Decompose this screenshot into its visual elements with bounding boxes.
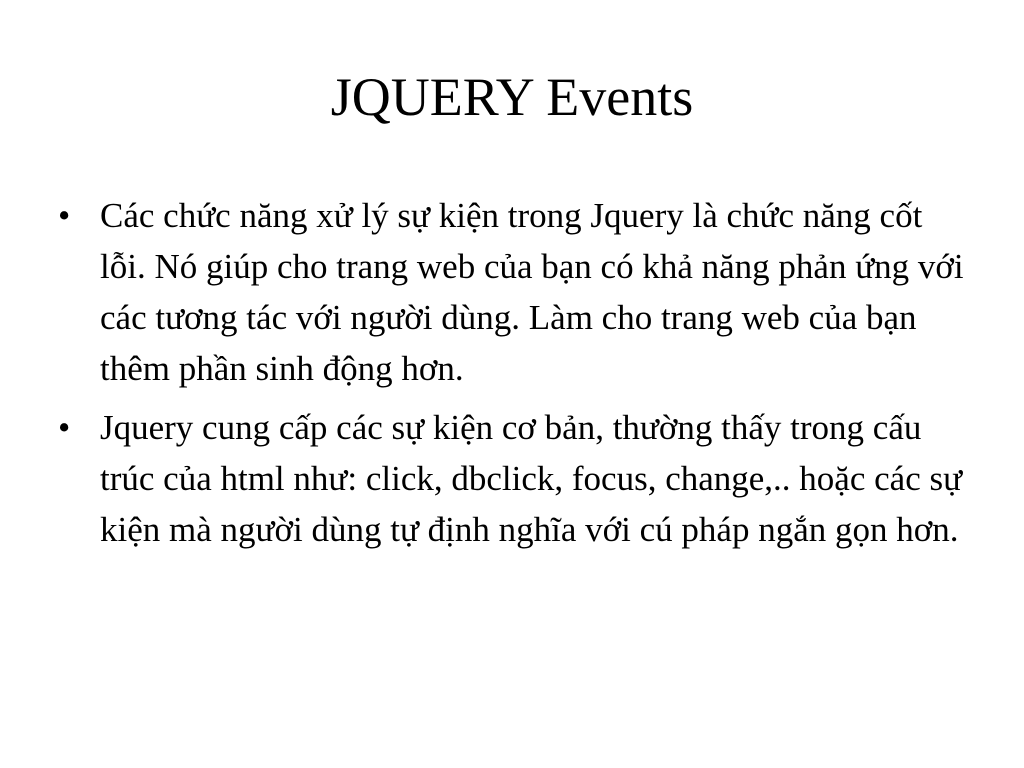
bullet-list [56, 190, 966, 563]
bullet-text: Các chức năng xử lý sự kiện trong Jquery là chức năng cốt lỗi. Nó giúp cho trang web của bạn có khả năng phản ứng với các tương tác với người dùng. Làm cho trang web của bạn thêm phần sinh động hơn. [100, 196, 964, 388]
bullet-item [56, 190, 966, 394]
bullet-item [56, 402, 966, 555]
bullet-icon: • [58, 196, 71, 235]
bullet-text: Jquery cung cấp các sự kiện cơ bản, thường thấy trong cấu trúc của html như: click, dbclick, focus, change,.. hoặc các sự kiện mà người dùng tự định nghĩa với cú pháp ngắn gọn hơn. [100, 408, 963, 549]
slide-title: JQUERY Events [330, 67, 694, 127]
bullet-icon: • [58, 408, 71, 447]
